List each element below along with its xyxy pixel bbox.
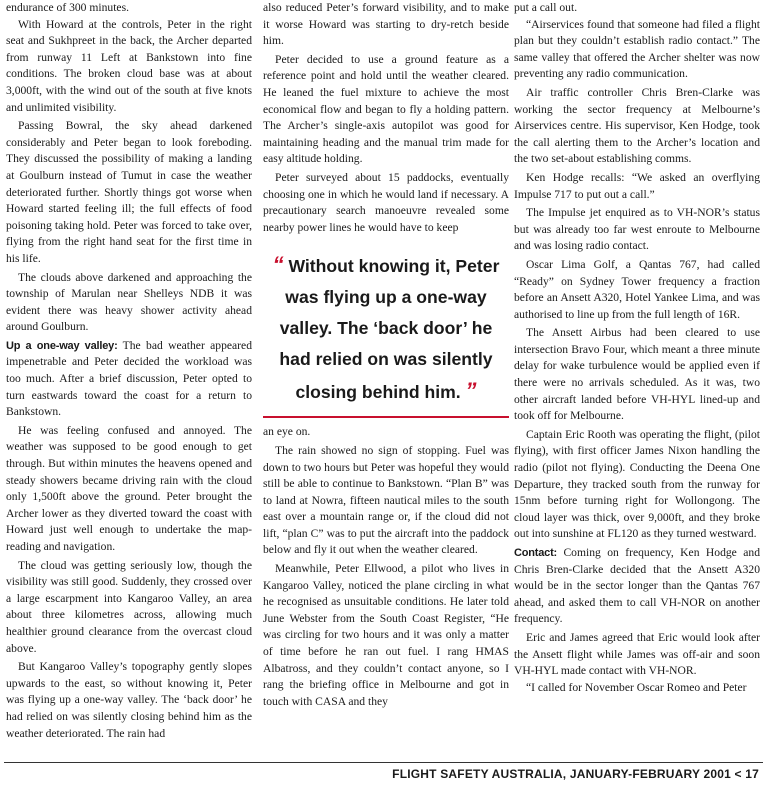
paragraph: The Impulse jet enquired as to VH-NOR’s status but was already too far west enroute to Melbourne and was losing radio contact. [514,206,760,253]
column-3 [514,0,760,758]
paragraph: But Kangaroo Valley’s topography gently slopes upwards to the east, so without knowing it, Peter was flying up a one-way valley. The ‘back door’ he had relied on was silently closing behind him as the weather deteriorated. The rain had [6,660,252,740]
page-footer: FLIGHT SAFETY AUSTRALIA, JANUARY-FEBRUARY 2001 < 17 [392,767,759,781]
paragraph: “Airservices found that someone had filed a flight plan but they couldn’t establish radio contact.” The same valley that offered the Archer shelter was now preventing any radio communication. [514,17,760,81]
paragraph: also reduced Peter’s forward visibility, and to make it worse Howard was starting to dry-retch beside him. [263,1,509,48]
paragraph: Air traffic controller Chris Bren-Clarke was working the sector frequency at Melbourne’s Airservices centre. His supervisor, Ken Hodge, took the call alerting them to the Archer’s location and the two set-about establishing comms. [514,85,760,166]
paragraph: an eye on. [263,425,311,439]
paragraph: Ken Hodge recalls: “We asked an overflying Impulse 717 to put out a call.” [514,170,760,201]
pull-quote-line: closing behind him. [295,382,461,403]
paragraph: endurance of 300 minutes. [6,1,129,14]
column-2 [263,0,509,758]
paragraph: Passing Bowral, the sky ahead darkened considerably and Peter began to look foreboding. They discussed the possibility of making a landing at Goulburn instead of Tumut in case the weather deteriorated further. Shortly things got worse when Howard started feeling ill; the full effects of food poisoning taking hold. Peter was forced to take over, flying from the right hand seat for the first time in his life. [6,119,252,265]
paragraph: Captain Eric Rooth was operating the flight, (pilot flying), with first officer James Nixon handling the radio (pilot not flying). Conducting the Deena One Departure, they tracked south from the runway for 15nm before turning right for Wollongong. The cloud layer was thick, over 9,000ft, and they broke out into sunshine at FL120 as they turned westward. [514,427,760,541]
pull-quote-line: was flying up a one-way [285,287,487,308]
pull-quote-line: Without knowing it, Peter [288,256,500,277]
paragraph: The clouds above darkened and approaching the township of Marulan near Shelleys NDB it was evident there was heavy shower activity ahead around Goulburn. [6,270,252,334]
pull-quote [263,245,509,418]
paragraph: put a call out. [514,1,578,14]
close-quote-mark: ” [465,378,477,404]
subheading: Up a one-way valley: [6,339,118,352]
paragraph-with-subheading [514,545,760,628]
paragraph: With Howard at the controls, Peter in the right seat and Sukhpreet in the back, the Archer departed from runway 11 Left at Bankstown into fine conditions. The broken cloud base was at about 3,000ft, with the wind out of the south at five knots and unlimited visibility. [6,17,252,114]
paragraph: The cloud was getting seriously low, though the visibility was still good. Suddenly, they crossed over a large escarpment into Kangaroo Valley, an area about three kilometres across, allowing much healthier ground clearance from the overcast cloud above. [6,558,252,655]
paragraph: Peter surveyed about 15 paddocks, eventually choosing one in which he would land if necessary. A precautionary search manoeuvre revealed some nearby power lines he would have to keep [263,170,509,234]
paragraph: Oscar Lima Golf, a Qantas 767, had called “Ready” on Sydney Tower frequency a fraction before an Ansett A320, Hotel Yankee Lima, and was authorised to line up from the full length of 16R. [514,257,760,321]
footer-divider [4,762,763,763]
paragraph: “I called for November Oscar Romeo and Peter [526,680,747,694]
paragraph-with-subheading [6,338,252,421]
paragraph: The Ansett Airbus had been cleared to use intersection Bravo Four, which meant a three minute delay for wake turbulence would be applied even if there were no arrivals scheduled. As it was, two other aircraft landed before VH-HYL lined-up and took off for Melbourne. [514,326,760,423]
paragraph: Peter decided to use a ground feature as a reference point and hold until the weather cleared. He leaned the fuel mixture to achieve the most economical flow and began to fly a holding pattern. The Archer’s single-axis autopilot was good for maintaining heading and the manual trim made for easy altitude holding. [263,52,509,166]
paragraph: Eric and James agreed that Eric would look after the Ansett flight while James was off-air and soon VH-HYL made contact with VH-NOR. [514,630,760,678]
paragraph-text: The bad weather appeared impenetrable and Peter decided the workload was too much. After a brief discussion, Peter opted to turn eastwards toward the coast for a return to Bankstown. [6,338,252,419]
paragraph-text: Coming on frequency, Ken Hodge and Chris Bren-Clarke decided that the Ansett A320 would be in the sector longer than the Qantas 767 ahead, and asked them to call VH-NOR on another frequency. [514,546,760,626]
paragraph: He was feeling confused and annoyed. The weather was supposed to be good enough to get through. But within minutes the heavens opened and steady showers became driving rain with the cloud only 1,500ft above the ground. Peter brought the Archer lower as they diverted toward the coast with Howard just well enough to undertake the map-reading and navigation. [6,423,252,553]
subheading: Contact: [514,547,558,559]
column-1 [6,0,252,758]
open-quote-mark: “ [272,252,284,278]
pull-quote-line: had relied on was silently [279,349,493,370]
paragraph: Meanwhile, Peter Ellwood, a pilot who lives in Kangaroo Valley, noticed the plane circling in what he recognised as unsuitable conditions. He later told June Webster from the South Coast Register, “He was circling for two hours and it was only a matter of time before he ran out fuel. I rang HMAS Albatross, and they couldn’t contact anyone, so I rang the briefing office in Melbourne and got in touch with CASA and they [263,562,509,708]
paragraph: The rain showed no sign of stopping. Fuel was down to two hours but Peter was hopeful they would still be able to continue to Bankstown. “Plan B” was to land at Nowra, fifteen nautical miles to the south east over a mountain range or, if the cloud did not lift, “plan C” was to put the aircraft into the paddock below and fly it out when the weather cleared. [263,443,509,557]
pull-quote-line: valley. The ‘back door’ he [279,318,493,339]
